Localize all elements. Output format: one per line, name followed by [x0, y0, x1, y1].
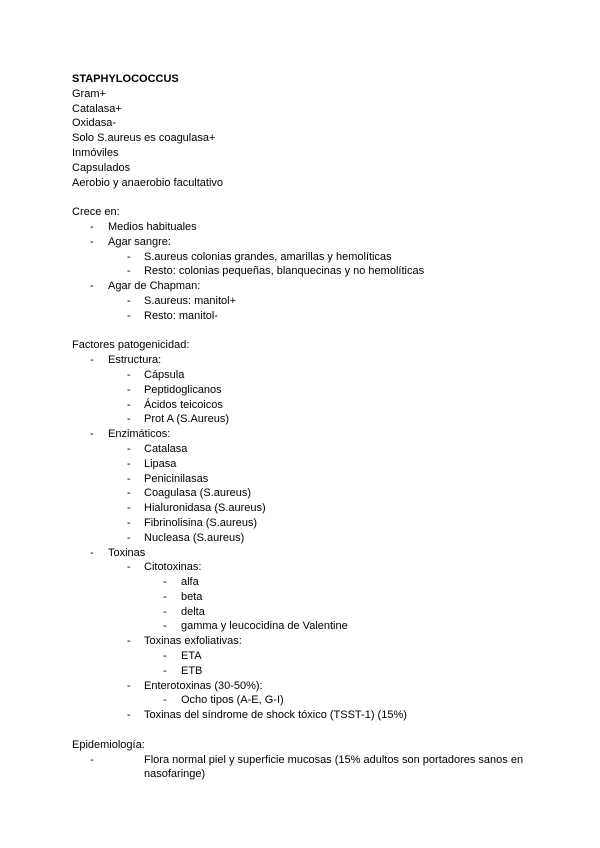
list-item [72, 649, 532, 664]
list-item [72, 501, 532, 516]
bullet-dash: - [127, 472, 131, 485]
list-item [72, 309, 532, 324]
bullet-dash: - [127, 265, 131, 278]
bullet-dash: - [127, 398, 131, 411]
list-item-text: Hialuronidasa (S.aureus) [144, 502, 266, 515]
bullet-dash: - [127, 516, 131, 529]
bullet-dash: - [127, 531, 131, 544]
bullet-dash: - [163, 650, 167, 663]
bullet-dash: - [90, 280, 94, 293]
list-item [72, 383, 532, 398]
list-item-text: gamma y leucocidina de Valentine [181, 620, 348, 633]
bullet-dash: - [90, 220, 94, 233]
list-item [72, 664, 532, 679]
list-item-text: Agar de Chapman: [108, 280, 201, 293]
property-line: Aerobio y anaerobio facultativo [72, 176, 224, 189]
bullet-dash: - [127, 487, 131, 500]
list-item-text: Coagulasa (S.aureus) [144, 487, 252, 500]
document-content [72, 72, 532, 782]
bullet-dash: - [163, 620, 167, 633]
list-item [72, 605, 532, 620]
bullet-dash: - [127, 309, 131, 322]
bullet-dash: - [163, 694, 167, 707]
bullet-dash: - [90, 753, 94, 766]
list-item [72, 279, 532, 294]
property-line: Solo S.aureus es coagulasa+ [72, 132, 216, 145]
list-item-text: Estructura: [108, 354, 162, 367]
bullet-dash: - [127, 679, 131, 692]
list-item-text: S.aureus colonias grandes, amarillas y hemolíticas [144, 250, 392, 263]
list-item [72, 486, 532, 501]
spacer [72, 190, 532, 205]
list-item [72, 693, 532, 708]
list-item-text: Agar sangre: [108, 235, 171, 248]
list-item [72, 412, 532, 427]
list-item-text: Fibrinolisina (S.aureus) [144, 516, 258, 529]
list-item [72, 264, 532, 279]
list-item [72, 619, 532, 634]
bullet-dash: - [127, 457, 131, 470]
section-heading-factores: Factores patogenicidad: [72, 339, 190, 352]
bullet-dash: - [90, 546, 94, 559]
list-item [72, 679, 532, 694]
section-heading-crece: Crece en: [72, 206, 120, 219]
list-item [72, 472, 532, 487]
section-heading-epidemiologia: Epidemiología: [72, 738, 145, 751]
list-item-text: Medios habituales [108, 220, 197, 233]
list-item-text: ETA [181, 650, 202, 663]
list-item [72, 250, 532, 265]
list-item [72, 220, 532, 235]
bullet-dash: - [90, 235, 94, 248]
property-line: Capsulados [72, 161, 131, 174]
list-item [72, 575, 532, 590]
list-item-text: Toxinas [108, 546, 146, 559]
list-item-text: Resto: colonias pequeñas, blanquecinas y no hemolíticas [144, 265, 425, 278]
list-item [72, 353, 532, 368]
list-item [72, 634, 532, 649]
list-item-text: Toxinas exfoliativas: [144, 635, 242, 648]
property-line: Catalasa+ [72, 102, 122, 115]
bullet-dash: - [90, 428, 94, 441]
bullet-dash: - [127, 561, 131, 574]
bullet-dash: - [127, 442, 131, 455]
document-title: STAPHYLOCOCCUS [72, 73, 179, 85]
list-item [72, 427, 532, 442]
spacer [72, 324, 532, 339]
list-item-text: Citotoxinas: [144, 561, 202, 574]
list-item [72, 294, 532, 309]
list-item-text: Ocho tipos (A-E, G-I) [181, 694, 284, 707]
list-item [72, 442, 532, 457]
spacer [72, 723, 532, 738]
list-item-text: Resto: manitol- [144, 309, 218, 322]
list-item-text: ETB [181, 664, 203, 677]
bullet-dash: - [163, 576, 167, 589]
bullet-dash: - [127, 294, 131, 307]
list-item-text: Penicinilasas [144, 472, 209, 485]
property-line: Oxidasa- [72, 117, 117, 130]
list-item [72, 516, 532, 531]
list-item [72, 235, 532, 250]
list-item-text: Nucleasa (S.aureus) [144, 531, 245, 544]
list-item-text: Enterotoxinas (30-50%): [144, 679, 263, 692]
list-item [72, 753, 532, 783]
list-item-text: Prot A (S.Aureus) [144, 413, 229, 426]
bullet-dash: - [127, 635, 131, 648]
bullet-dash: - [127, 368, 131, 381]
list-item-text: Catalasa [144, 442, 188, 455]
list-item-text: Flora normal piel y superficie mucosas (15% adultos son portadores sanos en nasofaringe) [144, 753, 524, 781]
list-item-text: Enzimáticos: [108, 428, 171, 441]
list-item [72, 368, 532, 383]
list-item [72, 560, 532, 575]
property-line: Gram+ [72, 87, 106, 100]
list-item-text: S.aureus: manitol+ [144, 294, 237, 307]
bullet-dash: - [127, 413, 131, 426]
list-item-text: Lipasa [144, 457, 177, 470]
bullet-dash: - [127, 502, 131, 515]
list-item [72, 398, 532, 413]
list-item-text: alfa [181, 576, 199, 589]
list-item-text: Ácidos teicoicos [144, 398, 223, 411]
bullet-dash: - [127, 250, 131, 263]
bullet-dash: - [127, 383, 131, 396]
list-item [72, 531, 532, 546]
bullet-dash: - [163, 590, 167, 603]
list-item-text: Toxinas del síndrome de shock tóxico (TSST-1) (15%) [144, 709, 407, 722]
list-item-text: Peptidoglicanos [144, 383, 222, 396]
list-item-text: Cápsula [144, 368, 185, 381]
bullet-dash: - [90, 354, 94, 367]
list-item-text: beta [181, 590, 203, 603]
bullet-dash: - [163, 605, 167, 618]
list-item [72, 708, 532, 723]
list-item-text: delta [181, 605, 205, 618]
list-item [72, 457, 532, 472]
list-item [72, 590, 532, 605]
bullet-dash: - [163, 664, 167, 677]
bullet-dash: - [127, 709, 131, 722]
property-line: Inmóviles [72, 146, 119, 159]
list-item [72, 546, 532, 561]
